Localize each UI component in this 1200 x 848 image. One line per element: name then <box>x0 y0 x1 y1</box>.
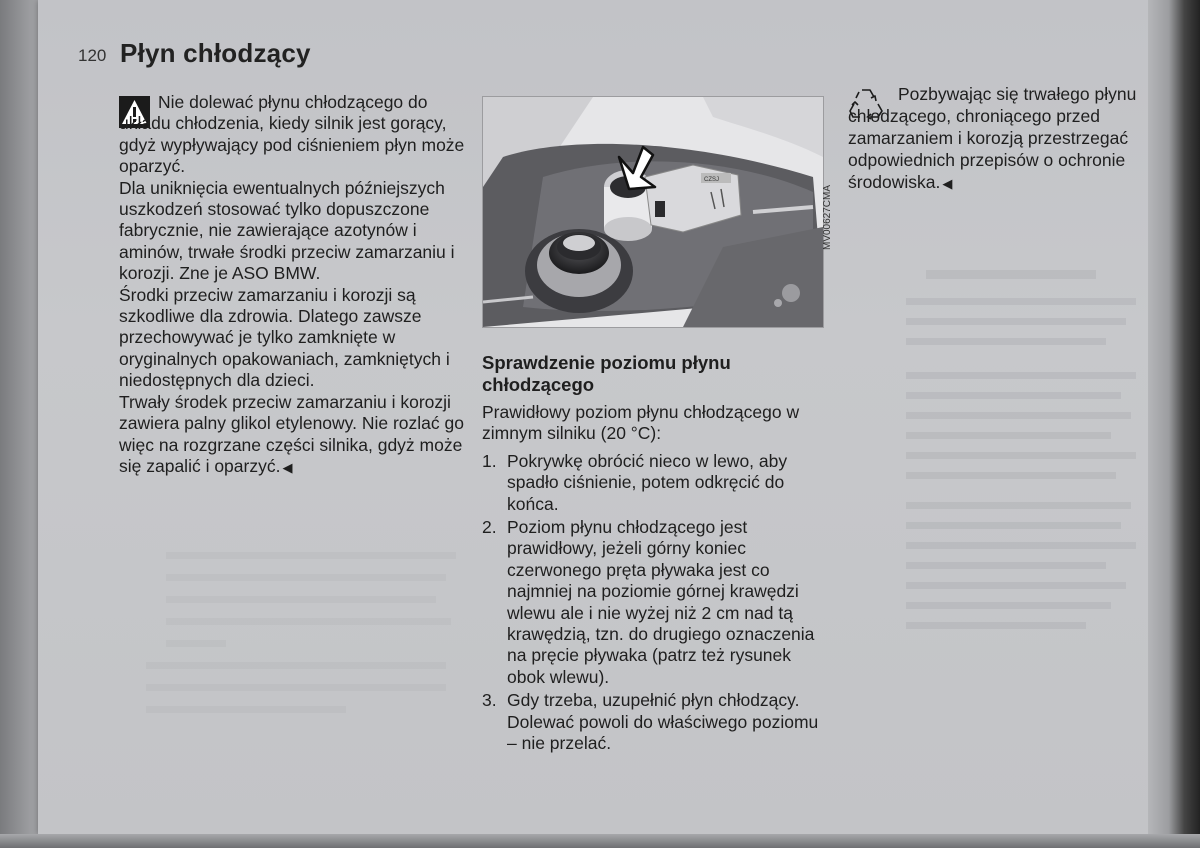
section-heading: Sprawdzenie poziomu płynu chłodzącego <box>482 352 731 395</box>
step-number: 2. <box>482 517 497 538</box>
warning-paragraph: Środki przeciw zamarzaniu i korozji są szkodliwe dla zdrowia. Dlatego zawsze przechowywać je tylko zamknięte w oryginalnych opakowaniach, zamkniętych i niedostępnych dla dzieci. <box>119 284 450 391</box>
coolant-reservoir-photo <box>482 96 824 328</box>
step-item <box>482 690 827 754</box>
step-item <box>482 517 827 688</box>
environment-note-paragraph <box>848 83 1148 195</box>
steps-list <box>482 451 827 755</box>
end-of-section-marker: ◀ <box>282 459 293 475</box>
step-number: 3. <box>482 690 497 711</box>
environment-note <box>848 83 1148 195</box>
step-item <box>482 451 827 515</box>
check-level-section <box>482 352 827 757</box>
book-bottom-edge <box>0 834 1200 848</box>
bleed-through-text <box>870 230 1130 650</box>
warning-paragraph-text: Trwały środek przeciw zamarzaniu i korozji zawiera palny glikol etylenowy. Nie rozlać go więc na rozgrzane części silnika, gdyż może się zapalić i oparzyć. <box>119 391 464 476</box>
step-number: 1. <box>482 450 497 471</box>
step-text: Gdy trzeba, uzupełnić płyn chłodzący. Dolewać powoli do właściwego poziomu – nie przelać. <box>507 690 819 754</box>
step-text: Poziom płynu chłodzącego jest prawidłowy, jeżeli górny koniec czerwonego pręta pływaka jest co najmniej na poziomie górnej krawędzi wlewu ale i nie wyżej niż 2 cm nad tą krawędzią, tzn. do drugiego oznaczenia na pręcie pływaka (patrz też rysunek obok wlewu). <box>507 517 815 687</box>
page-number: 120 <box>78 46 107 65</box>
end-of-section-marker: ◀ <box>942 176 953 191</box>
warning-text-block <box>119 92 471 478</box>
warning-paragraph: Nie dolewać płynu chłodzącego do układu chłodzenia, kiedy silnik jest gorący, gdyż wypływający pod ciśnieniem płyn może oparzyć. <box>119 92 465 177</box>
step-text: Pokrywkę obrócić nieco w lewo, aby spadło ciśnienie, potem odkręcić do końca. <box>507 450 788 514</box>
environment-note-text: Pozbywając się trwałego płynu chłodzącego, chroniącego przed zamarzaniem i korozją przestrzegać odpowiednich przepisów o ochronie środowiska. <box>848 84 1137 192</box>
bleed-through-text-left <box>130 520 460 700</box>
warning-paragraph: Dla uniknięcia ewentualnych późniejszych uszkodzeń stosować tylko dopuszczone fabrycznie, nie zawierające azotynów i aminów, trwałe środki przeciw zamarzaniu i korozji. Zne je ASO BMW. <box>119 177 455 284</box>
svg-text:CZSJ: CZSJ <box>704 177 719 183</box>
section-intro: Prawidłowy poziom płynu chłodzącego w zimnym silniku (20 °C): <box>482 402 800 444</box>
figure-code: MV00627CMA <box>822 184 833 250</box>
engine-bay-illustration <box>483 97 823 327</box>
warning-paragraph <box>119 392 471 479</box>
book-edge-shadow <box>1148 0 1200 848</box>
page-title: Płyn chłodzący <box>120 38 311 68</box>
